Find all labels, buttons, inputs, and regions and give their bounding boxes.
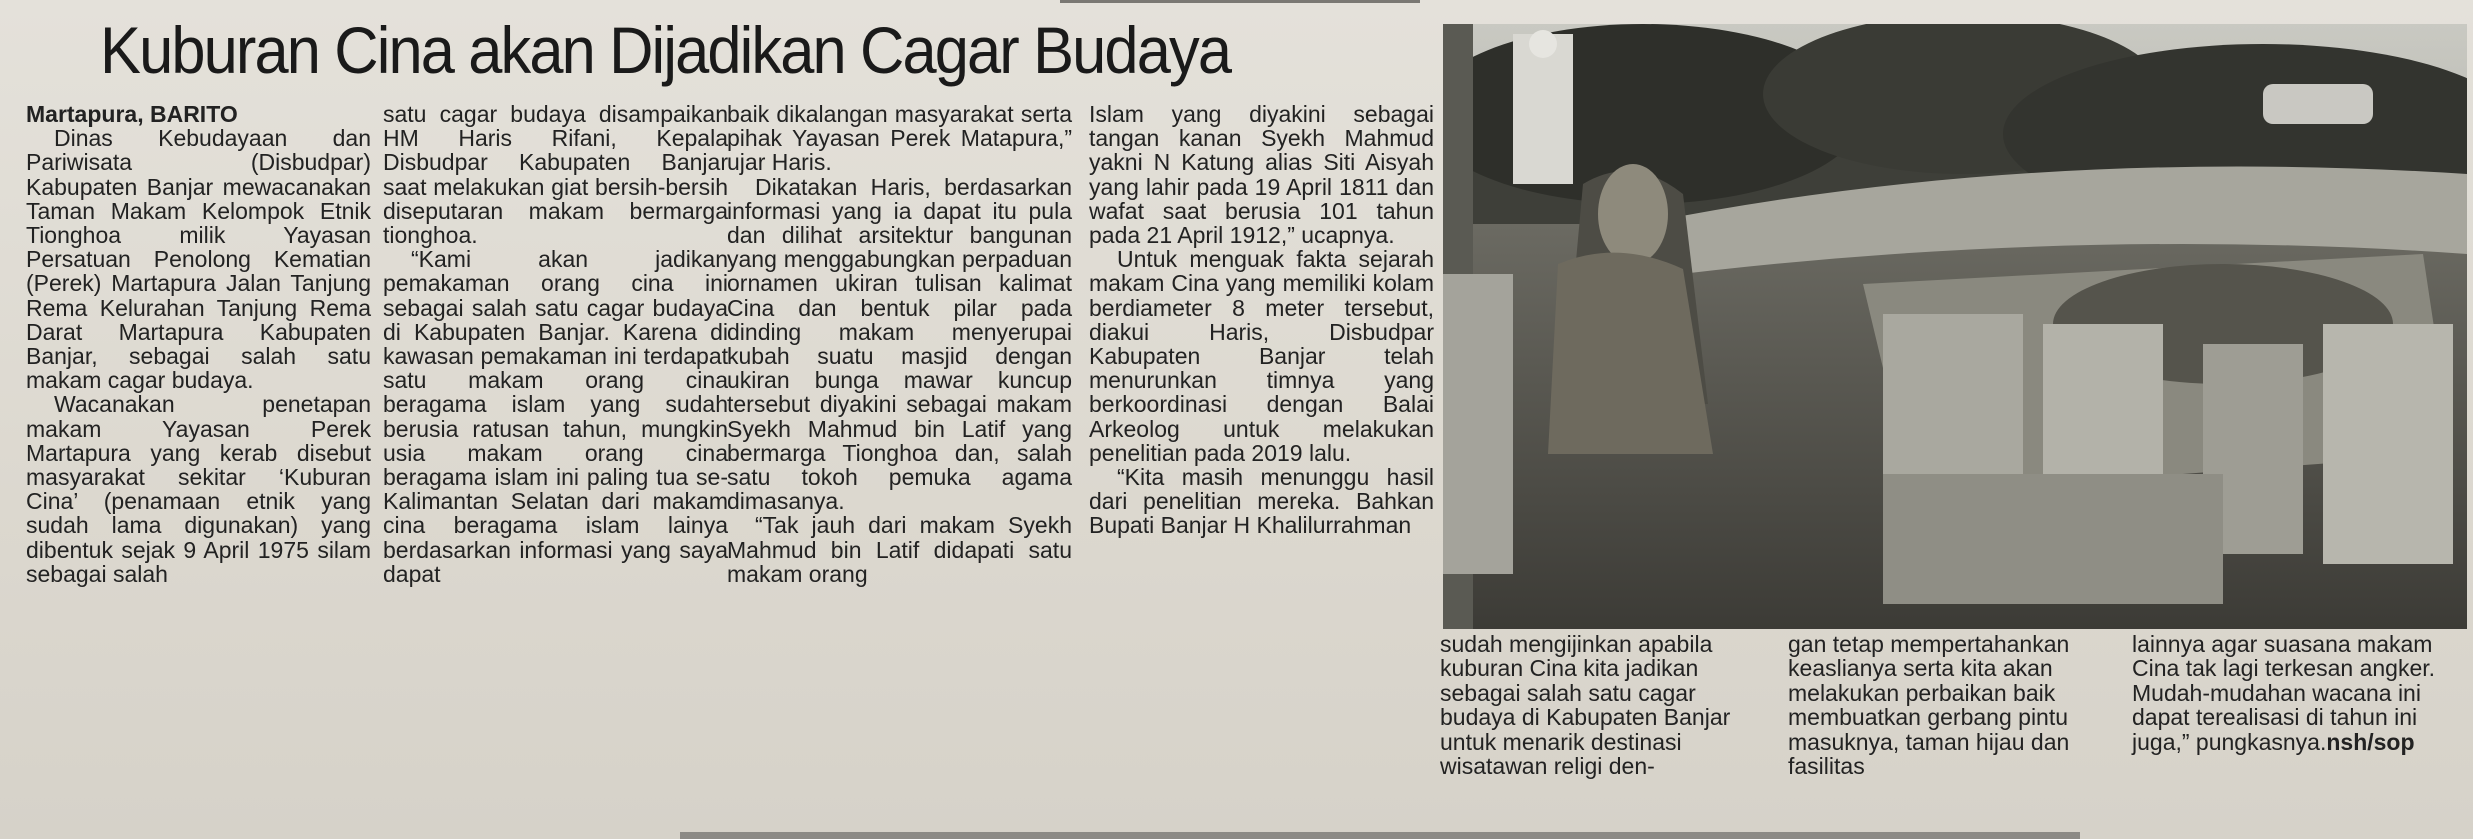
article-column-3 [727, 102, 1072, 586]
bottom-column-3 [2132, 632, 2462, 754]
paragraph: gan tetap mempertahankan keaslianya serta kita akan melakukan perbaikan baik membuatkan gerbang pintu masuknya, taman hijau dan fasilitas [1788, 631, 2070, 780]
article-column-2 [383, 102, 728, 586]
paragraph: Dikatakan Haris, berdasarkan informasi yang ia dapat itu pula dan dilihat arsitektur bangunan yang menggabungkan perpaduan ornamen ukiran tulisan kalimat Cina dan bentuk pilar pada dinding makam menyerupai kubah suatu masjid dengan ukiran bunga mawar kuncup tersebut diyakini sebagai makam Syekh Mahmud bin Latif yang bermarga Tionghoa dan, salah satu tokoh pemuka agama dimasanya. [727, 173, 1072, 515]
paragraph: baik dikalangan masyarakat serta pihak Yayasan Perek Matapura,” ujar Haris. [727, 101, 1072, 176]
paragraph: Wacanakan penetapan makam Yayasan Perek Martapura yang kerab disebut masyarakat sekitar ‘Kuburan Cina’ (penamaan etnik yang sudah lama digunakan) yang dibentuk sejak 9 April 1975 silam sebagai salah [26, 391, 371, 587]
top-rule [1060, 0, 1420, 3]
paragraph: Untuk menguak fakta sejarah makam Cina yang memiliki kolam berdiameter 8 meter tersebut, diakui Haris, Disbudpar Kabupaten Banjar telah menurunkan timnya yang berkoordinasi dengan Balai Arkeolog untuk melakukan penelitian pada 2019 lalu. [1089, 246, 1434, 466]
article-column-1 [26, 102, 371, 586]
paragraph: “Tak jauh dari makam Syekh Mahmud bin Latif didapati satu makam orang [727, 512, 1072, 587]
paragraph: Islam yang diyakini sebagai tangan kanan Syekh Mahmud yakni N Katung alias Siti Aisyah yang lahir pada 19 April 1811 dan wafat saat berusia 101 tahun pada 21 April 1912,” ucapnya. [1089, 101, 1434, 249]
bottom-column-2 [1788, 632, 2088, 778]
headline: Kuburan Cina akan Dijadikan Cagar Budaya [100, 13, 1231, 87]
article-column-4 [1089, 102, 1434, 538]
paragraph: Dinas Kebudayaan dan Pariwisata (Disbudpar) Kabupaten Banjar mewacanakan Taman Makam Kelompok Etnik Tionghoa milik Yayasan Persatuan Penolong Kematian (Perek) Martapura Jalan Tanjung Rema Kelurahan Tanjung Rema Darat Martapura Kabupaten Banjar, sebagai salah satu makam cagar budaya. [26, 125, 371, 394]
cemetery-photo-illustration [1443, 24, 2467, 629]
closing-text: lainnya agar suasana makam Cina tak lagi terkesan angker. Mudah-mudahan wacana ini dapat terealisasi di tahun ini juga,” pungkasnya. [2132, 631, 2436, 755]
bottom-rule [680, 832, 2080, 839]
bottom-column-1 [1440, 632, 1770, 778]
article-photo [1443, 24, 2467, 629]
paragraph: sudah mengijinkan apabila kuburan Cina kita jadikan sebagai salah satu cagar budaya di Kabupaten Banjar untuk menarik destinasi wisatawan religi den- [1440, 631, 1731, 780]
paragraph: “Kita masih menunggu hasil dari penelitian mereka. Bahkan Bupati Banjar H Khalilurrahman [1089, 464, 1434, 539]
dateline: Martapura, BARITO [26, 101, 238, 127]
paragraph: “Kami akan jadikan pemakaman orang cina ini sebagai salah satu cagar budaya di Kabupaten Banjar. Karena di kawasan pemakaman ini terdapat satu makam orang cina beragama islam yang sudah berusia ratusan tahun, mungkin usia makam orang cina beragama islam ini paling tua se-Kalimantan Selatan dari makam cina beragama islam lainya berdasarkan informasi yang saya dapat [383, 246, 728, 587]
author-signature: nsh/sop [2326, 728, 2415, 755]
paragraph: satu cagar budaya disampaikan HM Haris Rifani, Kepala Disbudpar Kabupaten Banjar saat melakukan giat bersih-bersih diseputaran makam bermarga tionghoa. [383, 101, 728, 249]
paragraph [2132, 632, 2462, 754]
